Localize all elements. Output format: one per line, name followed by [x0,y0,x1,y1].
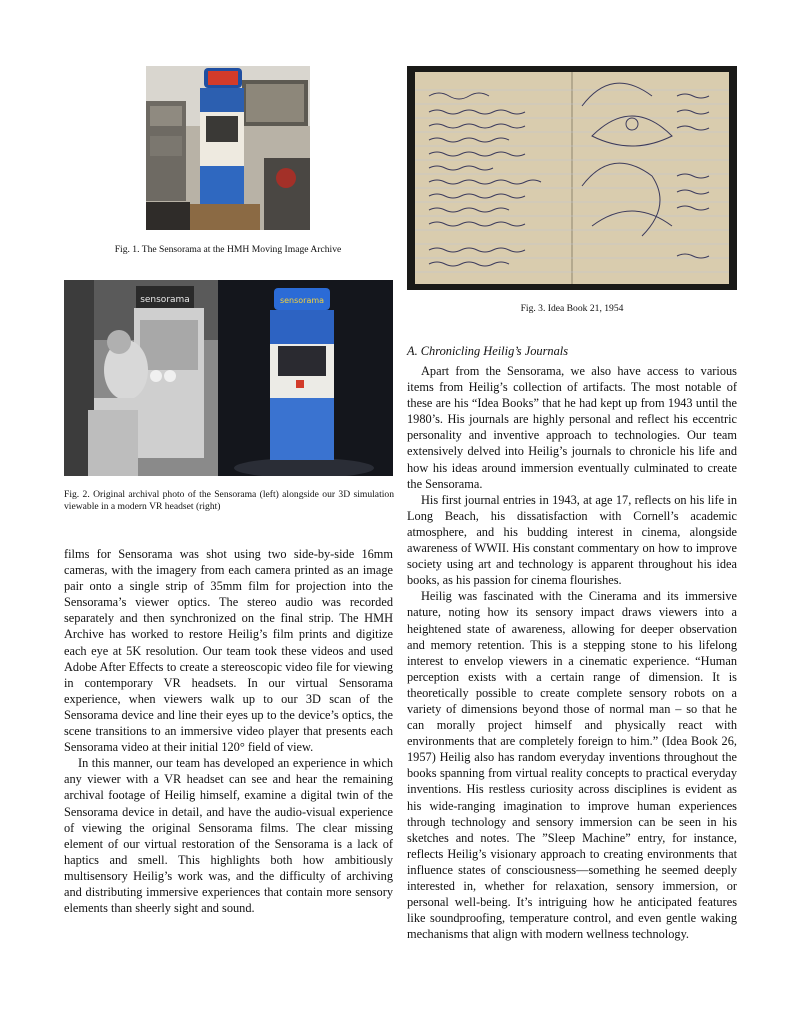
figure-2-caption: Fig. 2. Original archival photo of the Sensorama (left) alongside our 3D simulation viewable in a modern VR headset (right) [64,489,394,512]
left-column [64,546,393,916]
section-title: A. Chronicling Heilig’s Journals [407,344,569,358]
sensorama-comparison-photo-icon [64,280,393,476]
sensorama-archive-photo-icon [146,66,310,230]
left-paragraph-1: films for Sensorama was shot using two side-by-side 16mm cameras, with the imagery from each camera printed as an image pair onto a single strip of 35mm film for projection into the Sensorama’s viewer optics. The stereo audio was recorded separately and then synchronized on the final strip. The HMH Archive has worked to restore Heilig’s film prints and digitize each eye at 5K resolution. Our team took these videos and used Adobe After Effects to create a stereoscopic video file for viewing in contemporary VR headsets. In our virtual Sensorama experience, when viewers walk up to our 3D scan of the Sensorama device and line their eyes up to the device’s optics, the scene transitions to an immersive video player that presents each Sensorama video at their initial 120° field of view. [64,547,393,755]
figure-3-caption: Fig. 3. Idea Book 21, 1954 [520,303,624,314]
figure-2-image [64,280,393,476]
figure-3-image [407,66,737,290]
idea-book-photo-icon [407,66,737,290]
sign-right: sensorama [279,296,325,305]
left-paragraph-2: In this manner, our team has developed an experience in which any viewer with a VR headset can see and hear the remaining archival footage of Heilig himself, examine a digital twin of the Sensorama device in detail, and have the audio-visual experience of viewing the original Sensorama films. The clear missing element of our virtual restoration of the Sensorama is a lack of haptics and smell. This highlights both how ambitiously multisensory Heilig’s work was, and the difficulty of archiving and distributing immersive experiences that contain more sensory elements than sheerly sight and sound. [64,756,393,916]
sign-left: sensorama [140,295,190,305]
right-paragraph-2: His first journal entries in 1943, at age 17, reflects on his life in Long Beach, his dissatisfaction with Cornell’s academic atmosphere, and his budding interest in cinema, alongside awareness of WWII. His constant commentary on how to improve society using art and technology is apparent throughout his idea books, as his passion for cinema flourishes. [407,492,737,588]
figure-1-caption: Fig. 1. The Sensorama at the HMH Moving Image Archive [114,244,342,255]
figure-1-image [146,66,310,230]
right-paragraph-1: Apart from the Sensorama, we also have access to various items from Heilig’s collection of artifacts. The most notable of these are his “Idea Books” that he had kept up from 1943 until the 1980’s. His journals are highly personal and reflect his eccentric personality and inventive approach to technologies. Our team extensively delved into Heilig’s journals to chronicle his life and how his ideas around immersion eventually culminated to create the Sensorama. [407,364,737,491]
right-column [407,343,737,942]
right-paragraph-3: Heilig was fascinated with the Cinerama and its immersive nature, noting how its sensory impact draws viewers into a heightened state of awareness, allowing for deeper observation and memory retention. This is a stepping stone to his lifelong interest to envelop viewers in a cinematic experience. “Human perception exists with a certain range of dimension. It is theoretically possible to create complete sensory robots on a variety of dimensions beyond those of normal man – so that he can morally project himself and physically react with environments that are completely foreign to him.” (Idea Book 26, 1957) Heilig also has random everyday inventions throughout the books spanning from virtual reality concepts to practical everyday inventions. His restless curiosity across disciplines is evident as his wide-ranging imagination to improve human experiences through technology and sensory immersion can be seen in his sketches and notes. The ”Sleep Machine” entry, for instance, reflects Heilig’s visionary approach to creating environments that influence states of consciousness—something he seemed deeply interested in, whether for relaxation, sensory immersion, or personal well-being. It’s intriguing how he anticipated features like soundproofing, temperature control, and even gentle waking mechanisms that align with modern wellness technology. [407,589,737,942]
